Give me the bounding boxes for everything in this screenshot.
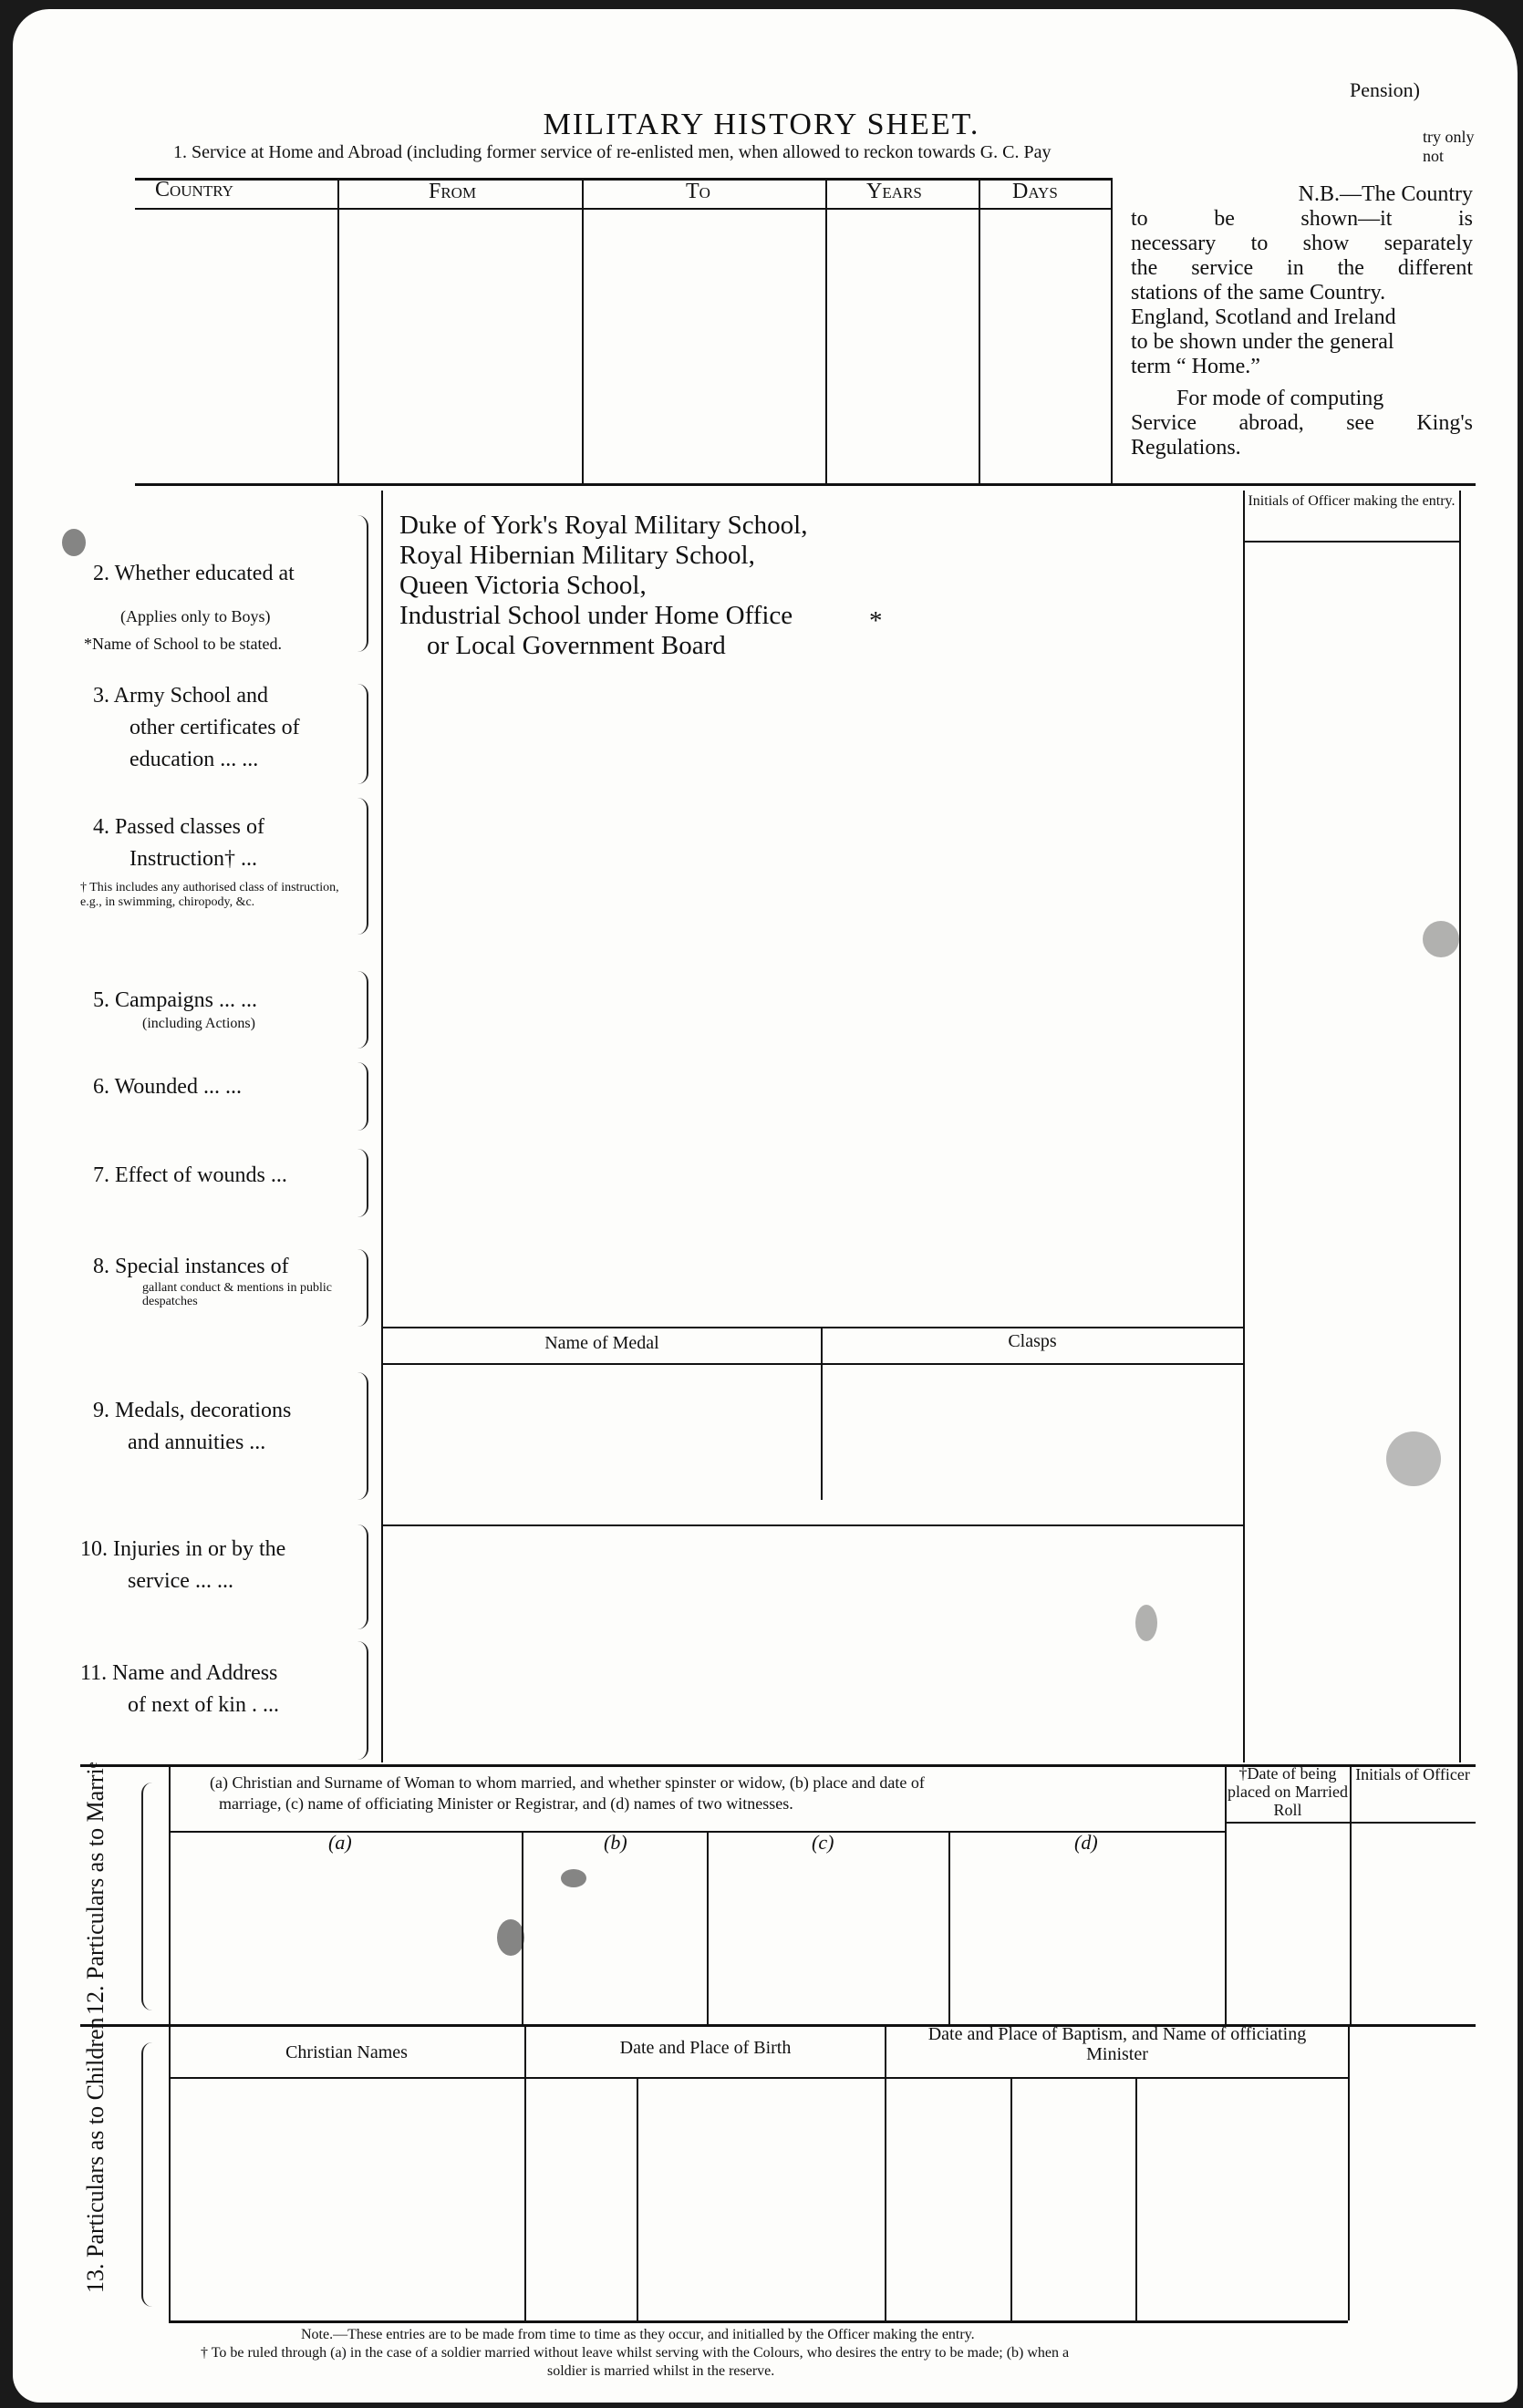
col-from: From [429,180,477,203]
edge-fragment: try only not [1423,128,1475,165]
footer-note-2: † To be ruled through (a) in the case of a soldier married without leave whilst serving with the Colours, who desires the entry to be made; (b) when a [201,2345,1070,2361]
ink-stain [497,1919,524,1956]
school-item: Royal Hibernian Military School, [399,541,755,570]
marriage-caption-1: (a) Christian and Surname of Woman to whom married, and whether spinster or widow, (b) place and date of [210,1773,925,1792]
col-country: Country [155,178,233,202]
page-title: MILITARY HISTORY SHEET. [543,108,980,141]
clasps-header: Clasps [1008,1331,1057,1351]
school-item: Duke of York's Royal Military School, [399,511,808,540]
marriage-col-a: (a) [328,1831,352,1854]
marriage-side-label: 12. Particulars as to Marriᵉ [82,1762,109,2015]
item-2-note1: (Applies only to Boys) [120,607,271,625]
initials-header: Initials of Officer making the entry. [1248,493,1456,509]
marriage-col-d: (d) [1074,1831,1098,1854]
nb-line: term “ Home.” [1131,355,1260,378]
school-list [399,511,807,661]
item-8-note: gallant conduct & mentions in public despatches [142,1281,333,1308]
item-2-note2: *Name of School to be stated. [84,635,282,653]
item-5-note: (including Actions) [142,1016,255,1031]
item-11 [80,1658,363,1721]
nb-line: the service in the different [1131,256,1473,280]
ink-stain [1386,1431,1441,1486]
item-9-line: 9. Medals, decorations [93,1399,292,1422]
section1-caption: 1. Service at Home and Abroad (including former service of re-enlisted men, when allowed to reckon towards G. C. Pay [173,142,1052,162]
item-10-line: 10. Injuries in or by the [80,1537,286,1561]
nb-line: necessary to show separately [1131,232,1473,255]
children-col-baptism: Date and Place of Baptism, and Name of officiating Minister [927,2024,1307,2064]
children-col-birth: Date and Place of Birth [619,2038,792,2058]
item-9 [93,1395,357,1459]
nb-note [1131,182,1473,460]
item-10 [80,1534,363,1597]
children-side-label: 13. Particulars as to Children [82,2017,109,2293]
school-item: Queen Victoria School, [399,571,647,600]
item-4-line: Instruction† ... [130,847,257,871]
item-7: 7. Effect of wounds ... [93,1163,287,1187]
marriage-initials-header: Initials of Officer [1355,1765,1470,1783]
ink-stain [561,1869,586,1887]
item-8: 8. Special instances of [93,1255,289,1278]
item-5: 5. Campaigns ... ... [93,988,257,1012]
medal-name-header: Name of Medal [544,1333,659,1353]
nb-line: Regulations. [1131,436,1241,460]
top-right-fragment: Pension) [1350,78,1420,101]
col-days: Days [1012,180,1058,203]
col-years: Years [866,180,922,203]
nb-line: to be shown under the general [1131,330,1394,354]
school-item: Industrial School under Home Office [399,601,793,630]
marriage-col-b: (b) [604,1831,627,1854]
nb-line: stations of the same Country. [1131,281,1386,305]
footer-note-3: soldier is married whilst in the reserve. [547,2363,775,2379]
nb-line: For mode of computing [1176,387,1384,410]
item-11-line: of next of kin . ... [128,1693,279,1717]
married-roll-header: †Date of being placed on Married Roll [1228,1764,1348,1819]
item-2: 2. Whether educated at [93,562,295,585]
item-11-line: 11. Name and Address [80,1661,278,1685]
ink-stain [62,529,86,556]
ink-stain [1135,1605,1157,1641]
nb-line: to be shown—it is [1131,207,1473,231]
item-4-line: 4. Passed classes of [93,815,264,839]
ink-stain [1423,921,1459,957]
item-3-line: 3. Army School and [93,684,268,708]
children-col-names: Christian Names [285,2042,408,2062]
school-mark: * [869,606,883,636]
marriage-caption-2: marriage, (c) name of officiating Minister or Registrar, and (d) names of two witnesses. [219,1794,793,1813]
footer-note-1: Note.—These entries are to be made from time to time as they occur, and initialled by the Officer making the entry. [301,2327,975,2342]
item-3-line: other certificates of [130,716,300,739]
nb-line: England, Scotland and Ireland [1131,305,1396,329]
item-9-line: and annuities ... [128,1431,266,1454]
nb-line: Service abroad, see King's [1131,411,1473,435]
item-3-line: education ... ... [130,748,259,771]
school-item: or Local Government Board [427,631,726,660]
item-6: 6. Wounded ... ... [93,1075,242,1099]
item-3 [93,680,357,776]
item-10-line: service ... ... [128,1569,233,1593]
item-4 [93,811,357,875]
nb-line: N.B.—The Country [1298,182,1473,206]
col-to: To [686,180,710,203]
item-4-note: † This includes any authorised class of instruction, e.g., in swimming, chiropody, &c. [80,881,339,909]
marriage-col-c: (c) [812,1831,834,1854]
